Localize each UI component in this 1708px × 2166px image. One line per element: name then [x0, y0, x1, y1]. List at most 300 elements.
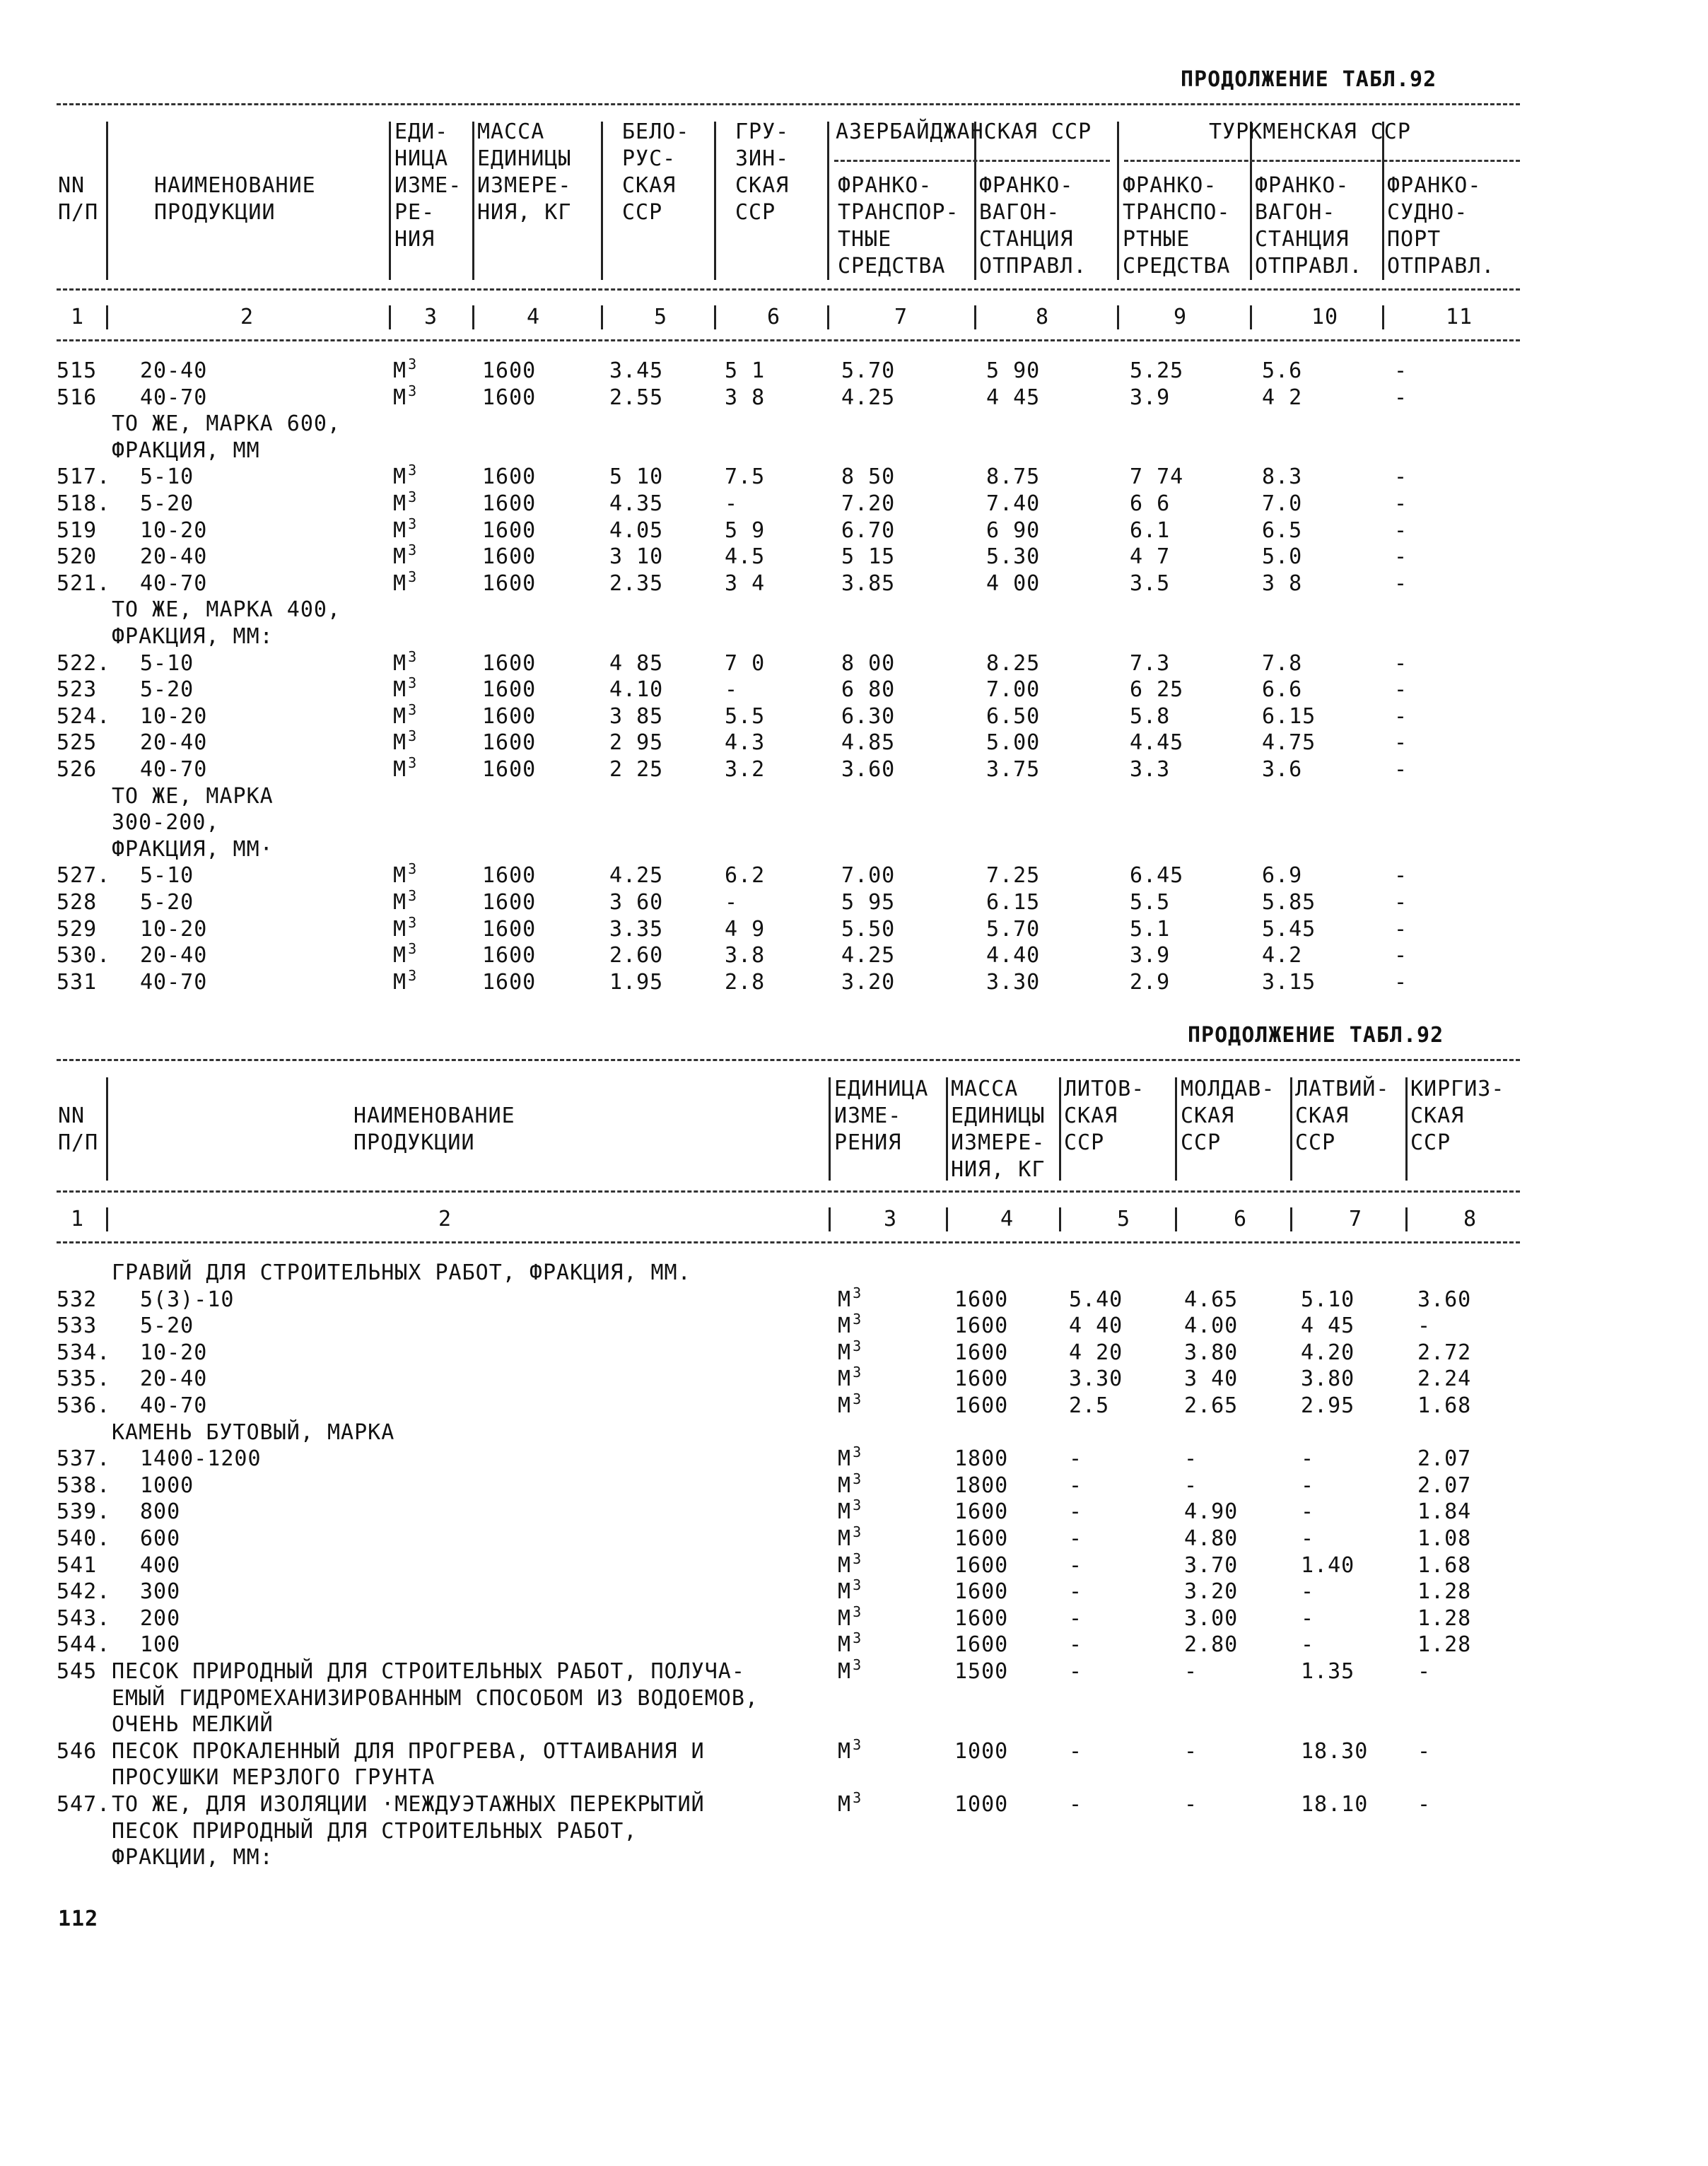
price-azer-wagon: 7.00: [986, 677, 1041, 703]
price-turk-wagon: 4 2: [1262, 385, 1303, 410]
header-unit: НИЦА: [394, 146, 449, 171]
mass-value: 1600: [482, 570, 537, 596]
header-mass: ЕДИНИЦЫ: [477, 146, 572, 171]
header-col11: СУДНО-: [1387, 200, 1468, 225]
price-lithuania: -: [1069, 1792, 1083, 1817]
header-georgia: ССР: [735, 200, 776, 225]
price-azer-wagon: 6.15: [986, 890, 1041, 915]
price-turk-transport: 6.1: [1130, 517, 1171, 543]
row-number: 541: [57, 1552, 98, 1578]
unit: М $^3$: [393, 701, 418, 729]
price-lithuania: -: [1069, 1526, 1083, 1551]
product-name: 40-70: [140, 570, 208, 596]
price-lithuania: 5.40: [1069, 1287, 1123, 1312]
price-azer-transport: 7.00: [841, 863, 896, 889]
product-name: 800: [140, 1499, 181, 1525]
unit: М $^3$: [838, 1523, 862, 1551]
price-turk-transport: 4 7: [1130, 544, 1171, 570]
mass-value: 1600: [482, 703, 537, 729]
header-col11: ПОРТ: [1387, 227, 1441, 252]
price-turk-wagon: 4.75: [1262, 730, 1316, 756]
price-lithuania: 3.30: [1069, 1366, 1123, 1392]
row-number: 545: [57, 1659, 98, 1684]
column-separator: [106, 1207, 108, 1231]
price-moldavia: -: [1184, 1738, 1198, 1764]
price-moldavia: 3.70: [1184, 1552, 1239, 1578]
header-nn: NN: [58, 173, 86, 198]
price-azer-transport: 4.85: [841, 730, 896, 756]
row-number: 532: [57, 1287, 98, 1312]
price-azer-transport: 3.20: [841, 969, 896, 995]
column-number: 6: [767, 305, 781, 329]
group-heading: КАМЕНЬ БУТОВЫЙ, МАРКА: [112, 1419, 395, 1445]
price-georgia: 7.5: [725, 464, 766, 490]
header-moldavia: МОЛДАВ-: [1181, 1077, 1275, 1101]
unit: М $^3$: [393, 356, 418, 383]
price-kirghizia: 1.08: [1417, 1526, 1472, 1551]
column-separator: [601, 122, 603, 280]
price-moldavia: 4.80: [1184, 1526, 1239, 1551]
row-number: 542.: [57, 1579, 111, 1605]
row-number: 533: [57, 1313, 98, 1339]
product-name: 40-70: [140, 385, 208, 410]
table-rule: [57, 339, 1520, 341]
price-moldavia: 3 40: [1184, 1366, 1239, 1392]
header-mass: ИЗМЕРЕ-: [477, 173, 572, 198]
header-georgia: СКАЯ: [735, 173, 790, 198]
mass-value: 1600: [482, 650, 537, 676]
header-col8: СТАНЦИЯ: [979, 227, 1074, 252]
column-separator: [106, 122, 108, 280]
column-number: 10: [1311, 305, 1339, 329]
price-turk-wagon: 6.5: [1262, 517, 1303, 543]
header-col9: РТНЫЕ: [1123, 227, 1191, 252]
price-turk-port: -: [1394, 677, 1408, 703]
row-number: 534.: [57, 1340, 111, 1365]
header-latvia: СКАЯ: [1295, 1104, 1350, 1128]
continuation-title: ПРОДОЛЖЕНИЕ ТАБЛ.92: [1188, 1023, 1444, 1048]
row-number: 526: [57, 757, 98, 782]
unit: М $^3$: [838, 1576, 862, 1605]
unit: М $^3$: [838, 1391, 862, 1418]
column-number: 3: [424, 305, 438, 329]
header-unit: ЕДИ-: [394, 119, 449, 144]
column-separator: [1290, 1207, 1292, 1231]
product-name: 20-40: [140, 943, 208, 968]
price-turk-transport: 4.45: [1130, 730, 1184, 756]
mass-value: 1600: [954, 1287, 1009, 1312]
price-turk-wagon: 3.6: [1262, 757, 1303, 782]
price-georgia: 6.2: [725, 863, 766, 889]
price-azer-transport: 3.60: [841, 757, 896, 782]
header-col8: ВАГОН-: [979, 200, 1060, 225]
group-heading: ФРАКЦИЯ, ММ:: [112, 624, 274, 649]
header-kirghizia: СКАЯ: [1410, 1104, 1465, 1128]
price-georgia: 5 1: [725, 358, 766, 383]
price-moldavia: 3.80: [1184, 1340, 1239, 1365]
price-moldavia: 4.00: [1184, 1313, 1239, 1339]
column-number: 7: [1349, 1207, 1363, 1231]
table-rule: [57, 288, 1520, 291]
price-latvia: -: [1301, 1579, 1315, 1605]
column-number: 6: [1234, 1207, 1248, 1231]
header-col10: ОТПРАВЛ.: [1255, 254, 1363, 279]
product-name: 5-10: [140, 464, 194, 490]
price-belorussia: 2.55: [609, 385, 664, 410]
price-turk-wagon: 6.6: [1262, 677, 1303, 703]
price-belorussia: 2 25: [609, 757, 664, 782]
product-name: 40-70: [140, 969, 208, 995]
unit: М $^3$: [393, 382, 418, 410]
product-name: 10-20: [140, 1340, 208, 1365]
column-separator: [1290, 1077, 1292, 1181]
unit: М $^3$: [393, 860, 418, 889]
row-number: 521.: [57, 570, 111, 596]
row-number: 518.: [57, 491, 111, 516]
price-azer-transport: 6.70: [841, 517, 896, 543]
price-lithuania: -: [1069, 1552, 1083, 1578]
price-turk-transport: 7.3: [1130, 650, 1171, 676]
header-unit: НИЯ: [394, 227, 435, 252]
header-georgia: ЗИН-: [735, 146, 790, 171]
header-mass: ИЗМЕРЕ-: [951, 1130, 1046, 1155]
unit: М $^3$: [838, 1550, 862, 1578]
price-latvia: 4.20: [1301, 1340, 1355, 1365]
product-name: 5-10: [140, 650, 194, 676]
header-azerbaijan: АЗЕРБАЙДЖАНСКАЯ ССР: [836, 119, 1092, 144]
product-name: 10-20: [140, 517, 208, 543]
column-separator: [714, 122, 716, 280]
group-heading: ФРАКЦИЯ, ММ: [112, 438, 260, 463]
price-lithuania: -: [1069, 1579, 1083, 1605]
sub-rule: [834, 160, 1110, 162]
header-mass: МАССА: [951, 1077, 1019, 1101]
price-belorussia: 2 95: [609, 730, 664, 756]
product-name: 10-20: [140, 703, 208, 729]
column-number: 1: [71, 305, 85, 329]
unit: М $^3$: [393, 913, 418, 942]
product-name: 20-40: [140, 730, 208, 756]
price-turk-wagon: 5.0: [1262, 544, 1303, 570]
table-rule: [57, 1241, 1520, 1243]
price-moldavia: 4.65: [1184, 1287, 1239, 1312]
column-number: 1: [71, 1207, 85, 1231]
price-turk-port: -: [1394, 757, 1408, 782]
price-georgia: 5.5: [725, 703, 766, 729]
price-latvia: -: [1301, 1605, 1315, 1631]
unit: М $^3$: [838, 1603, 862, 1631]
mass-value: 1600: [482, 517, 537, 543]
column-separator: [829, 1207, 831, 1231]
price-lithuania: 4 40: [1069, 1313, 1123, 1339]
column-number: 4: [527, 305, 541, 329]
price-moldavia: 2.80: [1184, 1632, 1239, 1658]
price-turk-wagon: 5.85: [1262, 890, 1316, 915]
price-azer-wagon: 5.70: [986, 916, 1041, 942]
price-kirghizia: 2.72: [1417, 1340, 1472, 1365]
price-kirghizia: -: [1417, 1313, 1432, 1339]
mass-value: 1600: [482, 863, 537, 889]
mass-value: 1600: [482, 890, 537, 915]
price-lithuania: -: [1069, 1659, 1083, 1684]
row-number: 524.: [57, 703, 111, 729]
price-turk-transport: 6.45: [1130, 863, 1184, 889]
price-azer-wagon: 5.00: [986, 730, 1041, 756]
price-turk-wagon: 5.6: [1262, 358, 1303, 383]
header-kirghizia: ССР: [1410, 1130, 1451, 1155]
row-number: 547.: [57, 1792, 111, 1817]
unit: М $^3$: [393, 462, 418, 490]
header-unit: РЕ-: [394, 200, 435, 225]
row-number: 528: [57, 890, 98, 915]
mass-value: 1600: [954, 1499, 1009, 1525]
column-separator: [946, 1077, 948, 1181]
mass-value: 1600: [954, 1552, 1009, 1578]
price-turk-transport: 3.5: [1130, 570, 1171, 596]
price-azer-transport: 8 50: [841, 464, 896, 490]
header-col7: ТНЫЕ: [838, 227, 892, 252]
header-latvia: ССР: [1295, 1130, 1336, 1155]
column-separator: [1059, 1207, 1061, 1231]
price-belorussia: 3.45: [609, 358, 664, 383]
sub-rule: [1124, 160, 1520, 162]
unit: М $^3$: [393, 648, 418, 676]
header-col9: СРЕДСТВА: [1123, 254, 1231, 279]
product-name: 20-40: [140, 1366, 208, 1392]
column-separator: [1117, 305, 1119, 329]
page-number: 112: [58, 1907, 99, 1931]
price-belorussia: 3 85: [609, 703, 664, 729]
price-georgia: 3.8: [725, 943, 766, 968]
column-number: 5: [654, 305, 668, 329]
mass-value: 1600: [954, 1313, 1009, 1339]
header-kirghizia: КИРГИЗ-: [1410, 1077, 1505, 1101]
price-belorussia: 2.60: [609, 943, 664, 968]
unit: М $^3$: [393, 542, 418, 570]
price-azer-transport: 5 95: [841, 890, 896, 915]
column-number: 9: [1174, 305, 1188, 329]
row-number: 540.: [57, 1526, 111, 1551]
price-moldavia: -: [1184, 1473, 1198, 1498]
unit: М $^3$: [838, 1629, 862, 1658]
price-turk-port: -: [1394, 703, 1408, 729]
price-lithuania: -: [1069, 1605, 1083, 1631]
row-number: 522.: [57, 650, 111, 676]
mass-value: 1000: [954, 1738, 1009, 1764]
table-rule: [57, 1190, 1520, 1193]
column-separator: [106, 305, 108, 329]
header-unit: ИЗМЕ-: [834, 1104, 902, 1128]
header-nn: П/П: [58, 1130, 99, 1155]
table-rule: [57, 1059, 1520, 1061]
price-georgia: 3 4: [725, 570, 766, 596]
price-georgia: 4.3: [725, 730, 766, 756]
price-lithuania: -: [1069, 1499, 1083, 1525]
product-name: ТО ЖЕ, ДЛЯ ИЗОЛЯЦИИ ·МЕЖДУЭТАЖНЫХ ПЕРЕКРЫТИЙ: [112, 1792, 705, 1817]
header-col10: ВАГОН-: [1255, 200, 1336, 225]
header-col11: ОТПРАВЛ.: [1387, 254, 1495, 279]
unit: М $^3$: [838, 1364, 862, 1392]
price-lithuania: -: [1069, 1632, 1083, 1658]
price-azer-transport: 6 80: [841, 677, 896, 703]
unit: М $^3$: [838, 1789, 862, 1817]
price-belorussia: 4.35: [609, 491, 664, 516]
price-kirghizia: 1.68: [1417, 1393, 1472, 1418]
column-number: 2: [240, 305, 255, 329]
price-azer-transport: 5.50: [841, 916, 896, 942]
column-separator: [974, 305, 976, 329]
price-turk-port: -: [1394, 730, 1408, 756]
row-number: 517.: [57, 464, 111, 490]
price-belorussia: 2.35: [609, 570, 664, 596]
price-azer-wagon: 7.25: [986, 863, 1041, 889]
product-name: 40-70: [140, 1393, 208, 1418]
column-separator: [1250, 305, 1252, 329]
column-separator: [1405, 1077, 1408, 1181]
mass-value: 1600: [954, 1366, 1009, 1392]
price-turk-port: -: [1394, 570, 1408, 596]
price-georgia: -: [725, 890, 739, 915]
product-name: 40-70: [140, 757, 208, 782]
price-turk-transport: 7 74: [1130, 464, 1184, 490]
mass-value: 1600: [482, 916, 537, 942]
price-turk-transport: 5.8: [1130, 703, 1171, 729]
price-kirghizia: 2.24: [1417, 1366, 1472, 1392]
group-heading: ТО ЖЕ, МАРКА 400,: [112, 597, 341, 623]
product-name-continued: ПРОСУШКИ МЕРЗЛОГО ГРУНТА: [112, 1765, 435, 1791]
price-belorussia: 4.05: [609, 517, 664, 543]
column-number: 2: [438, 1207, 452, 1231]
header-mass: НИЯ, КГ: [477, 200, 572, 225]
mass-value: 1600: [482, 730, 537, 756]
row-number: 525: [57, 730, 98, 756]
unit: М $^3$: [393, 568, 418, 596]
price-belorussia: 3 60: [609, 890, 664, 915]
mass-value: 1600: [482, 464, 537, 490]
header-mass: НИЯ, КГ: [951, 1157, 1046, 1182]
price-belorussia: 4.10: [609, 677, 664, 703]
row-number: 535.: [57, 1366, 111, 1392]
price-moldavia: 4.90: [1184, 1499, 1239, 1525]
price-turk-port: -: [1394, 517, 1408, 543]
header-moldavia: ССР: [1181, 1130, 1222, 1155]
price-turk-transport: 6 25: [1130, 677, 1184, 703]
unit: М $^3$: [393, 515, 418, 543]
price-latvia: -: [1301, 1473, 1315, 1498]
product-name: 20-40: [140, 544, 208, 570]
group-heading: 300-200,: [112, 810, 220, 836]
price-azer-transport: 4.25: [841, 943, 896, 968]
price-azer-wagon: 8.75: [986, 464, 1041, 490]
column-separator: [827, 122, 829, 280]
unit: М $^3$: [838, 1284, 862, 1312]
price-belorussia: 3 10: [609, 544, 664, 570]
price-turk-wagon: 6.15: [1262, 703, 1316, 729]
header-georgia: ГРУ-: [735, 119, 790, 144]
product-name: 5-10: [140, 863, 194, 889]
price-turk-port: -: [1394, 491, 1408, 516]
unit: М $^3$: [393, 966, 418, 995]
column-separator: [1175, 1207, 1177, 1231]
header-col7: ФРАНКО-: [838, 173, 932, 198]
mass-value: 1600: [954, 1340, 1009, 1365]
price-turk-wagon: 8.3: [1262, 464, 1303, 490]
price-azer-wagon: 7.40: [986, 491, 1041, 516]
price-azer-wagon: 4 45: [986, 385, 1041, 410]
mass-value: 1600: [482, 677, 537, 703]
group-heading: ФРАКЦИЯ, ММ·: [112, 836, 274, 862]
price-belorussia: 4.25: [609, 863, 664, 889]
price-turk-port: -: [1394, 969, 1408, 995]
price-latvia: -: [1301, 1499, 1315, 1525]
price-azer-transport: 3.85: [841, 570, 896, 596]
price-turk-wagon: 7.8: [1262, 650, 1303, 676]
row-number: 527.: [57, 863, 111, 889]
product-name-continued: ОЧЕНЬ МЕЛКИЙ: [112, 1712, 274, 1738]
product-name: 600: [140, 1526, 181, 1551]
mass-value: 1600: [954, 1605, 1009, 1631]
product-name: 100: [140, 1632, 181, 1658]
price-turk-transport: 3.9: [1130, 943, 1171, 968]
mass-value: 1600: [954, 1393, 1009, 1418]
row-number: 515: [57, 358, 98, 383]
row-number: 520: [57, 544, 98, 570]
unit: М $^3$: [393, 727, 418, 756]
product-name: ПЕСОК ПРОКАЛЕННЫЙ ДЛЯ ПРОГРЕВА, ОТТАИВАНИЯ И: [112, 1738, 705, 1764]
price-turk-transport: 3.3: [1130, 757, 1171, 782]
header-nn: П/П: [58, 200, 99, 225]
column-separator: [1117, 122, 1119, 280]
price-turk-transport: 6 6: [1130, 491, 1171, 516]
price-kirghizia: 1.28: [1417, 1579, 1472, 1605]
row-number: 543.: [57, 1605, 111, 1631]
price-turk-port: -: [1394, 358, 1408, 383]
column-separator: [601, 305, 603, 329]
price-turk-wagon: 6.9: [1262, 863, 1303, 889]
price-azer-wagon: 4 00: [986, 570, 1041, 596]
unit: М $^3$: [393, 488, 418, 516]
column-separator: [389, 305, 391, 329]
price-turk-wagon: 3.15: [1262, 969, 1316, 995]
mass-value: 1600: [482, 358, 537, 383]
price-belorussia: 4 85: [609, 650, 664, 676]
header-name: ПРОДУКЦИИ: [353, 1130, 475, 1155]
price-kirghizia: 1.84: [1417, 1499, 1472, 1525]
price-turk-port: -: [1394, 650, 1408, 676]
header-belorussia: БЕЛО-: [622, 119, 690, 144]
price-azer-wagon: 3.30: [986, 969, 1041, 995]
header-col7: ТРАНСПОР-: [838, 200, 959, 225]
price-azer-wagon: 6.50: [986, 703, 1041, 729]
product-name: 5(3)-10: [140, 1287, 235, 1312]
price-turk-port: -: [1394, 464, 1408, 490]
header-col10: СТАНЦИЯ: [1255, 227, 1350, 252]
price-lithuania: -: [1069, 1473, 1083, 1498]
price-moldavia: -: [1184, 1792, 1198, 1817]
header-unit: РЕНИЯ: [834, 1130, 902, 1155]
header-col11: ФРАНКО-: [1387, 173, 1482, 198]
header-belorussia: ССР: [622, 200, 663, 225]
price-latvia: -: [1301, 1632, 1315, 1658]
price-latvia: -: [1301, 1446, 1315, 1472]
product-name-continued: ПЕСОК ПРИРОДНЫЙ ДЛЯ СТРОИТЕЛЬНЫХ РАБОТ,: [112, 1818, 638, 1844]
price-kirghizia: 2.07: [1417, 1446, 1472, 1472]
price-latvia: 18.30: [1301, 1738, 1369, 1764]
price-latvia: 1.40: [1301, 1552, 1355, 1578]
mass-value: 1600: [482, 757, 537, 782]
price-latvia: 1.35: [1301, 1659, 1355, 1684]
unit: М $^3$: [838, 1311, 862, 1339]
